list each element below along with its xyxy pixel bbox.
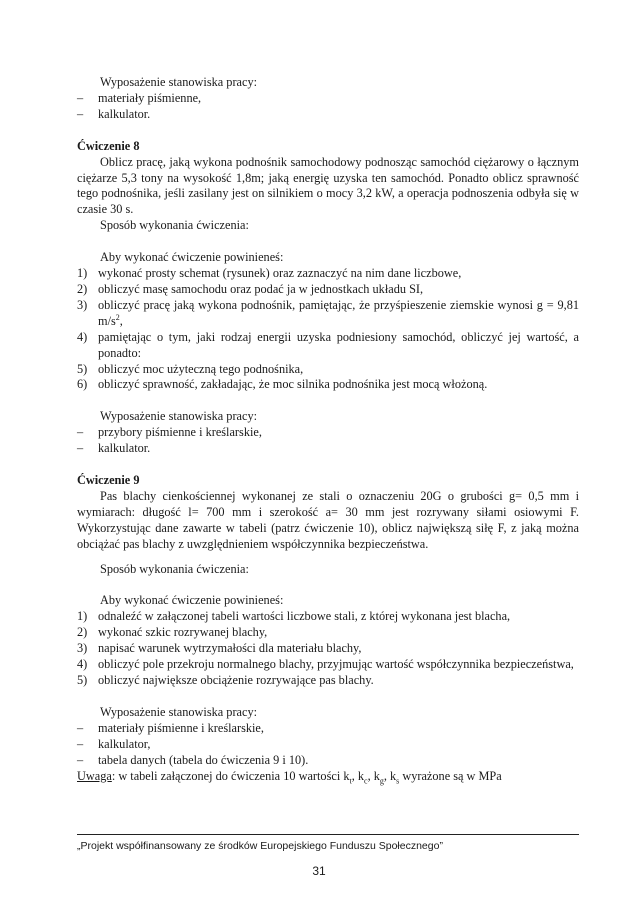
note: Uwaga: w tabeli załączonej do ćwiczenia 10 wartości $k_t$, $k_c$, $k_g$, $k_s$ wyrażone są w MPa — [77, 768, 502, 785]
list-item: 4) obliczyć pole przekroju normalnego blachy, przyjmując wartość współczynnika bezpieczeństwa, — [77, 657, 574, 672]
method-heading: Sposób wykonania ćwiczenia: — [100, 218, 249, 233]
list-item: 5) obliczyć największe obciążenie rozrywające pas blachy. — [77, 673, 374, 687]
list-item: 3) obliczyć pracę jaką wykona podnośnik, pamiętając, że przyśpieszenie ziemskie wynosi g = 9,81 $m/s^2$, — [77, 297, 579, 328]
exercise-8-title: Ćwiczenie 8 — [77, 138, 140, 153]
page-number: 31 — [312, 864, 326, 878]
list-item: 1) wykonać prosty schemat (rysunek) oraz zaznaczyć na nim dane liczbowe, — [77, 266, 462, 281]
should-heading: Aby wykonać ćwiczenie powinieneś: — [100, 593, 284, 608]
list-item: 2) obliczyć masę samochodu oraz podać ja w jednostkach układu SI, — [77, 281, 424, 296]
list-item: – tabela danych (tabela do ćwiczenia 9 i 10). — [77, 752, 309, 767]
note-label: Uwaga — [77, 768, 112, 783]
list-item: – kalkulator. — [77, 441, 151, 456]
list-item: 1) odnaleźć w załączonej tabeli wartości liczbowe stali, z której wykonana jest blacha, — [77, 609, 511, 624]
list-item: 6) obliczyć sprawność, zakładając, że moc silnika podnośnika jest mocą włożoną. — [77, 377, 488, 392]
equipment-heading: Wyposażenie stanowiska pracy: — [100, 704, 258, 719]
list-item: – materiały piśmienne, — [77, 90, 202, 105]
should-heading: Aby wykonać ćwiczenie powinieneś: — [100, 250, 284, 265]
exercise-9-title: Ćwiczenie 9 — [77, 473, 140, 488]
list-item: 5) obliczyć moc użyteczną tego podnośnika, — [77, 361, 304, 376]
footer-divider — [77, 834, 579, 835]
list-item: 2) wykonać szkic rozrywanej blachy, — [77, 625, 268, 640]
equipment-heading: Wyposażenie stanowiska pracy: — [100, 409, 258, 424]
page-content — [77, 75, 579, 784]
exercise-8-task: Oblicz pracę, jaką wykona podnośnik samochodowy podnosząc samochód ciężarowy o łącznym ciężarze 5,3 tony na wysokość 1,8m; jaką energię uzyska ten samochód. Ponadto oblicz sprawność tego podnośnika, jeśli zasilany jest on silnikiem o mocy 3,2 kW, a operacja podnoszenia odbyła się w czasie 30 s. — [77, 154, 579, 217]
list-item: 3) napisać warunek wytrzymałości dla materiału blachy, — [77, 641, 362, 656]
method-heading: Sposób wykonania ćwiczenia: — [100, 561, 249, 576]
list-item: – kalkulator. — [77, 106, 151, 121]
list-item: 4) pamiętając o tym, jaki rodzaj energii uzyska podniesiony samochód, obliczyć jej wartość, a ponadto: — [77, 329, 579, 360]
exercise-9-task: Pas blachy cienkościennej wykonanej ze stali o oznaczeniu 20G o grubości g= 0,5 mm i wymiarach: długość l= 700 mm i szerokość a= 30 mm jest rozrywany siłami osiowymi F. Wykorzystując dane zawarte w tabeli (patrz ćwiczenie 10), oblicz największą siłę F, z jaką można obciążać pas blachy z uwzględnieniem współczynnika bezpieczeństwa. — [77, 488, 579, 551]
page-footer — [77, 834, 579, 853]
list-item: – przybory piśmienne i kreślarskie, — [77, 425, 262, 440]
footer-note: „Projekt współfinansowany ze środków Europejskiego Funduszu Społecznego” — [77, 840, 443, 852]
list-item: – materiały piśmienne i kreślarskie, — [77, 720, 264, 735]
equipment-heading: Wyposażenie stanowiska pracy: — [100, 75, 258, 89]
list-item: – kalkulator, — [77, 736, 151, 751]
